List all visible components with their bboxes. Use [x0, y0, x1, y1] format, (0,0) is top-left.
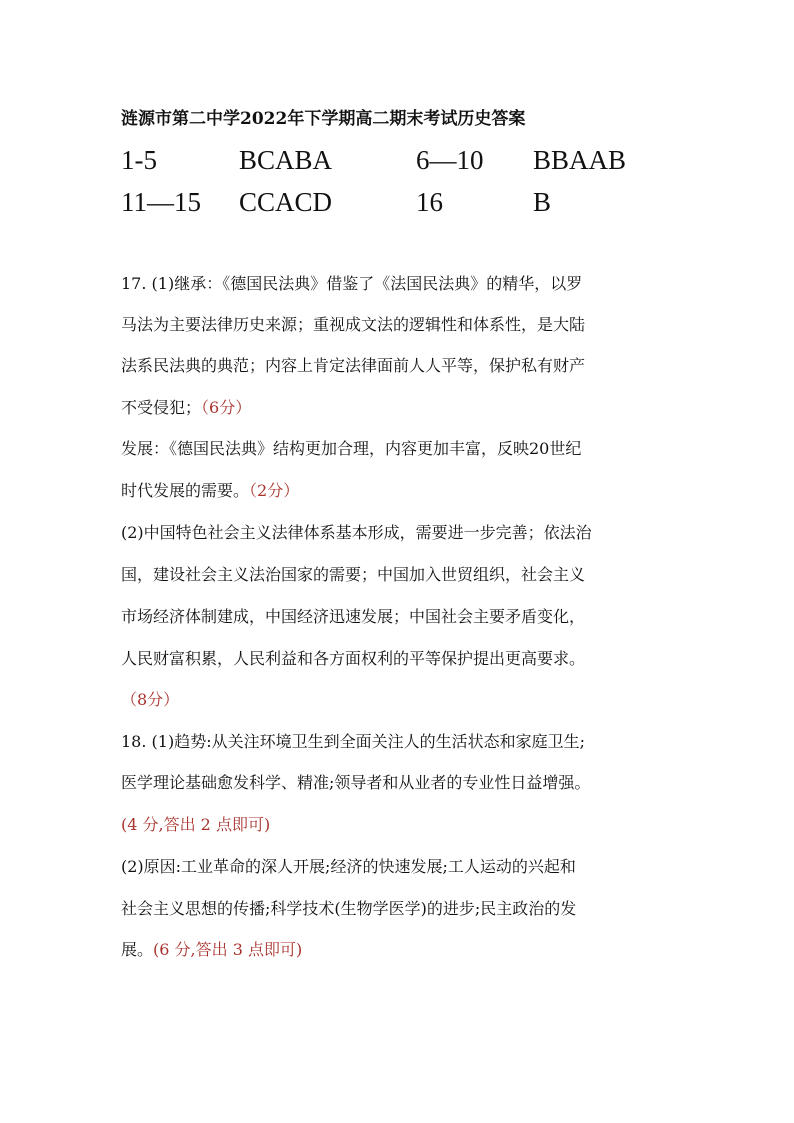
q18-line: 社会主义思想的传播;科学技术(生物学医学)的进步;民主政治的发 — [121, 899, 577, 918]
answer-range: 1-5 — [121, 145, 157, 175]
answer-range: 16 — [416, 187, 443, 217]
page-title: 涟源市第二中学2022年下学期高二期末考试历史答案 — [121, 109, 526, 129]
q18-text: 展。 — [121, 940, 154, 959]
q17-line: (2)中国特色社会主义法律体系基本形成，需要进一步完善；依法治 — [121, 523, 592, 542]
answer-row-2 — [121, 184, 681, 220]
answer-keys: CCACD — [239, 187, 333, 217]
q17-line: 国，建设社会主义法治国家的需要；中国加入世贸组织，社会主义 — [121, 565, 586, 584]
q17-line: 17. (1)继承：《德国民法典》借鉴了《法国民法典》的精华，以罗 — [121, 274, 583, 293]
score-note: (4 分,答出 2 点即可) — [121, 815, 271, 834]
q18-line: 医学理论基础愈发科学、精准;领导者和从业者的专业性日益增强。 — [121, 773, 591, 792]
q17-line: 发展：《德国民法典》结构更加合理，内容更加丰富，反映20世纪 — [121, 439, 582, 458]
q17-line — [121, 397, 681, 419]
answer-row-1 — [121, 142, 681, 178]
q17-line: 法系民法典的典范；内容上肯定法律面前人人平等，保护私有财产 — [121, 356, 586, 375]
score-note: (6 分,答出 3 点即可) — [153, 940, 303, 959]
q18-line: 18. (1)趋势:从关注环境卫生到全面关注人的生活状态和家庭卫生; — [121, 732, 585, 751]
q17-line: 市场经济体制建成，中国经济迅速发展；中国社会主要矛盾变化， — [121, 607, 586, 626]
q17-text: 不受侵犯； — [121, 398, 202, 417]
answer-keys: B — [533, 187, 552, 217]
q17-line — [121, 480, 681, 502]
answer-range: 11—15 — [121, 187, 201, 217]
answer-keys: BBAAB — [533, 145, 627, 175]
q18-line — [121, 939, 681, 961]
answer-range: 6—10 — [416, 145, 484, 175]
q17-text: 时代发展的需要。 — [121, 481, 250, 500]
answer-keys: BCABA — [239, 145, 333, 175]
q17-line: 人民财富积累，人民利益和各方面权利的平等保护提出更高要求。 — [121, 649, 586, 668]
score-note: （8分） — [121, 690, 180, 709]
q17-line: 马法为主要法律历史来源；重视成文法的逻辑性和体系性，是大陆 — [121, 315, 586, 334]
score-note: （2分） — [249, 481, 300, 500]
score-note: （6分） — [201, 398, 252, 417]
q18-line: (2)原因:工业革命的深人开展;经济的快速发展;工人运动的兴起和 — [121, 857, 576, 876]
